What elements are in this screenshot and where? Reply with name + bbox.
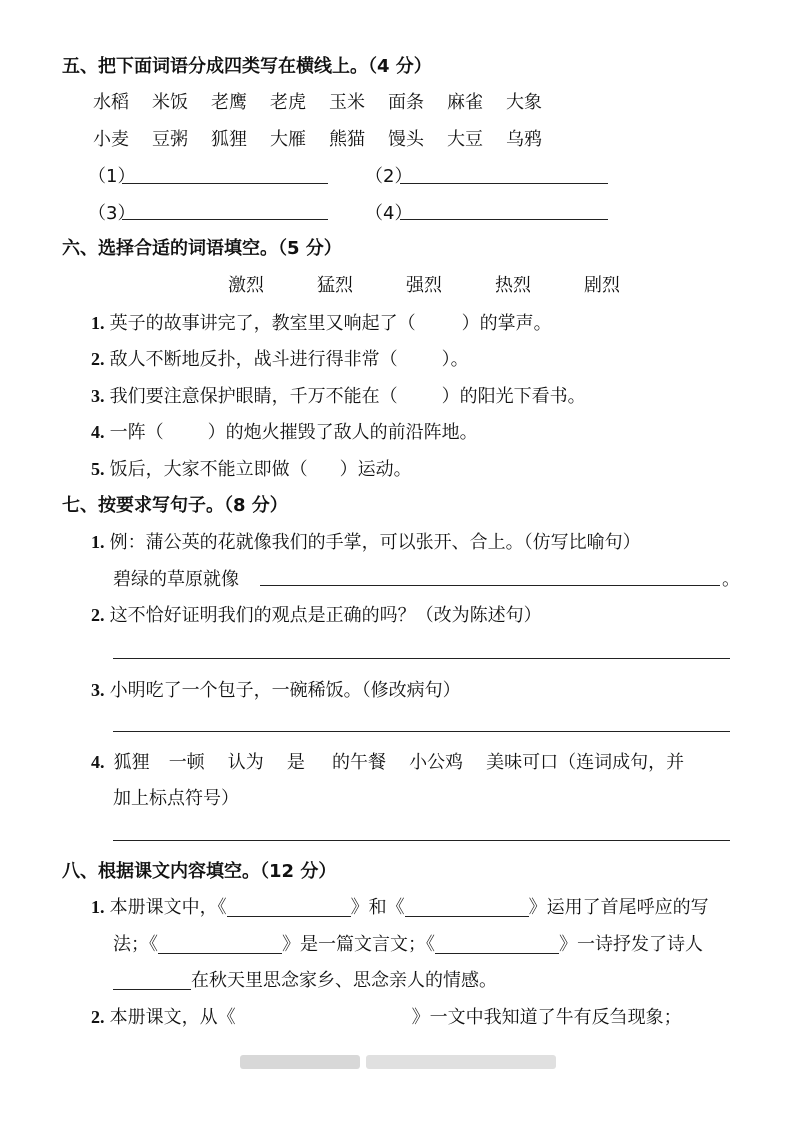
word: 馒头 xyxy=(388,129,424,150)
blurred-watermark xyxy=(240,1055,360,1069)
category-label-4: （4） xyxy=(365,203,413,224)
fill-question-2 xyxy=(91,345,469,371)
simile-period: 。 xyxy=(722,569,740,590)
instruction-note: （连词成句，并 xyxy=(558,752,685,773)
word: 水稻 xyxy=(93,92,129,113)
fill-question-4 xyxy=(91,418,478,444)
question-text-a: 英子的故事讲完了，教室里又响起了（ xyxy=(109,313,416,334)
question-number: 1. xyxy=(91,313,105,333)
word-row-2 xyxy=(93,125,565,151)
recall-question-2 xyxy=(91,1003,682,1029)
question-text-b: ）的炮火摧毁了敌人的前沿阵地。 xyxy=(207,422,478,443)
word: 大象 xyxy=(506,92,542,113)
question-text-b: ）的掌声。 xyxy=(461,313,552,334)
question-text: 》一诗抒发了诗人 xyxy=(559,934,703,955)
recall-question-1-line-3 xyxy=(113,966,497,992)
question-text-b: ）运动。 xyxy=(339,459,412,480)
sentence-question-1 xyxy=(91,528,641,554)
answer-line-q2[interactable] xyxy=(113,658,730,659)
word: 麻雀 xyxy=(447,92,483,113)
question-text: 在秋天里思念家乡、思念亲人的情感。 xyxy=(191,970,497,991)
category-answer-line-2[interactable] xyxy=(400,183,608,184)
category-label-3: （3） xyxy=(88,203,136,224)
recall-question-1 xyxy=(91,893,709,919)
question-text: 例：蒲公英的花就像我们的手掌，可以张开、合上。（仿写比喻句） xyxy=(109,532,641,553)
word: 狐狸 xyxy=(211,129,247,150)
section-8-title: 八、根据课文内容填空。（12 分） xyxy=(62,861,337,882)
blank-field[interactable] xyxy=(227,898,351,917)
option-word: 猛烈 xyxy=(317,275,353,296)
question-number: 3. xyxy=(91,386,105,406)
word: 老虎 xyxy=(270,92,306,113)
fill-question-5 xyxy=(91,455,412,481)
simile-prompt: 碧绿的草原就像 xyxy=(113,569,239,590)
option-word: 强烈 xyxy=(406,275,442,296)
question-number: 2. xyxy=(91,605,105,625)
section-7-title: 七、按要求写句子。（8 分） xyxy=(62,495,288,516)
word: 玉米 xyxy=(329,92,365,113)
word: 米饭 xyxy=(152,92,188,113)
question-text-b: ）的阳光下看书。 xyxy=(441,386,586,407)
word-options xyxy=(228,271,673,297)
word: 豆粥 xyxy=(152,129,188,150)
question-text: 》是一篇文言文；《 xyxy=(282,934,435,955)
scrambled-word: 的午餐 xyxy=(331,752,386,773)
question-text: 本册课文，从《 xyxy=(109,1007,236,1028)
category-answer-line-1[interactable] xyxy=(122,183,328,184)
question-text: 这不恰好证明我们的观点是正确的吗？（改为陈述句） xyxy=(109,605,542,626)
question-number: 5. xyxy=(91,459,105,479)
question-text-a: 我们要注意保护眼睛，千万不能在（ xyxy=(109,386,398,407)
question-text: 》和《 xyxy=(350,897,405,918)
recall-question-1-line-2 xyxy=(113,930,703,956)
option-word: 热烈 xyxy=(495,275,531,296)
question-text-b: ）。 xyxy=(441,349,469,370)
question-text-a: 敌人不断地反扑，战斗进行得非常（ xyxy=(109,349,398,370)
word: 小麦 xyxy=(93,129,129,150)
scrambled-word: 认为 xyxy=(227,752,264,773)
sentence-question-3 xyxy=(91,676,461,702)
question-number: 2. xyxy=(91,1007,105,1027)
section-5-title: 五、把下面词语分成四类写在横线上。（4 分） xyxy=(62,56,432,77)
question-number: 4. xyxy=(91,752,105,772)
word: 大雁 xyxy=(270,129,306,150)
fill-question-1 xyxy=(91,309,552,335)
question-text-a: 饭后，大家不能立即做（ xyxy=(109,459,308,480)
category-answer-line-4[interactable] xyxy=(400,219,608,220)
question-number: 4. xyxy=(91,422,105,442)
question-text: 》一文中我知道了牛有反刍现象； xyxy=(411,1007,682,1028)
section-6-title: 六、选择合适的词语填空。（5 分） xyxy=(62,238,342,259)
blurred-watermark xyxy=(366,1055,556,1069)
blank-field[interactable] xyxy=(405,898,529,917)
question-text-a: 一阵（ xyxy=(109,422,164,443)
scrambled-word: 一顿 xyxy=(168,752,205,773)
instruction-note-continued: 加上标点符号） xyxy=(113,788,239,809)
scrambled-word: 是 xyxy=(286,752,305,773)
question-text: 小明吃了一个包子，一碗稀饭。（修改病句） xyxy=(109,680,461,701)
word-row-1 xyxy=(93,88,565,114)
fill-question-3 xyxy=(91,382,586,408)
question-text: 本册课文中，《 xyxy=(109,897,227,918)
question-text: 》运用了首尾呼应的写 xyxy=(528,897,709,918)
question-number: 3. xyxy=(91,680,105,700)
category-label-2: （2） xyxy=(365,166,413,187)
option-word: 激烈 xyxy=(228,275,264,296)
category-label-1: （1） xyxy=(88,166,136,187)
blank-field[interactable] xyxy=(158,935,282,954)
scrambled-word: 狐狸 xyxy=(113,752,150,773)
word: 乌鸦 xyxy=(506,129,542,150)
answer-line-q3[interactable] xyxy=(113,731,730,732)
blank-field[interactable] xyxy=(113,971,191,990)
blank-field[interactable] xyxy=(435,935,559,954)
scrambled-word: 美味可口 xyxy=(486,752,559,773)
sentence-question-4 xyxy=(91,748,684,774)
word: 老鹰 xyxy=(211,92,247,113)
category-answer-line-3[interactable] xyxy=(122,219,328,220)
word: 面条 xyxy=(388,92,424,113)
scrambled-word: 小公鸡 xyxy=(409,752,464,773)
word: 熊猫 xyxy=(329,129,365,150)
sentence-question-2 xyxy=(91,601,542,627)
question-number: 1. xyxy=(91,532,105,552)
question-number: 1. xyxy=(91,897,105,917)
option-word: 剧烈 xyxy=(584,275,620,296)
question-text: 法；《 xyxy=(113,934,158,955)
word: 大豆 xyxy=(447,129,483,150)
answer-line-q4[interactable] xyxy=(113,840,730,841)
question-number: 2. xyxy=(91,349,105,369)
simile-answer-line[interactable] xyxy=(260,585,720,586)
